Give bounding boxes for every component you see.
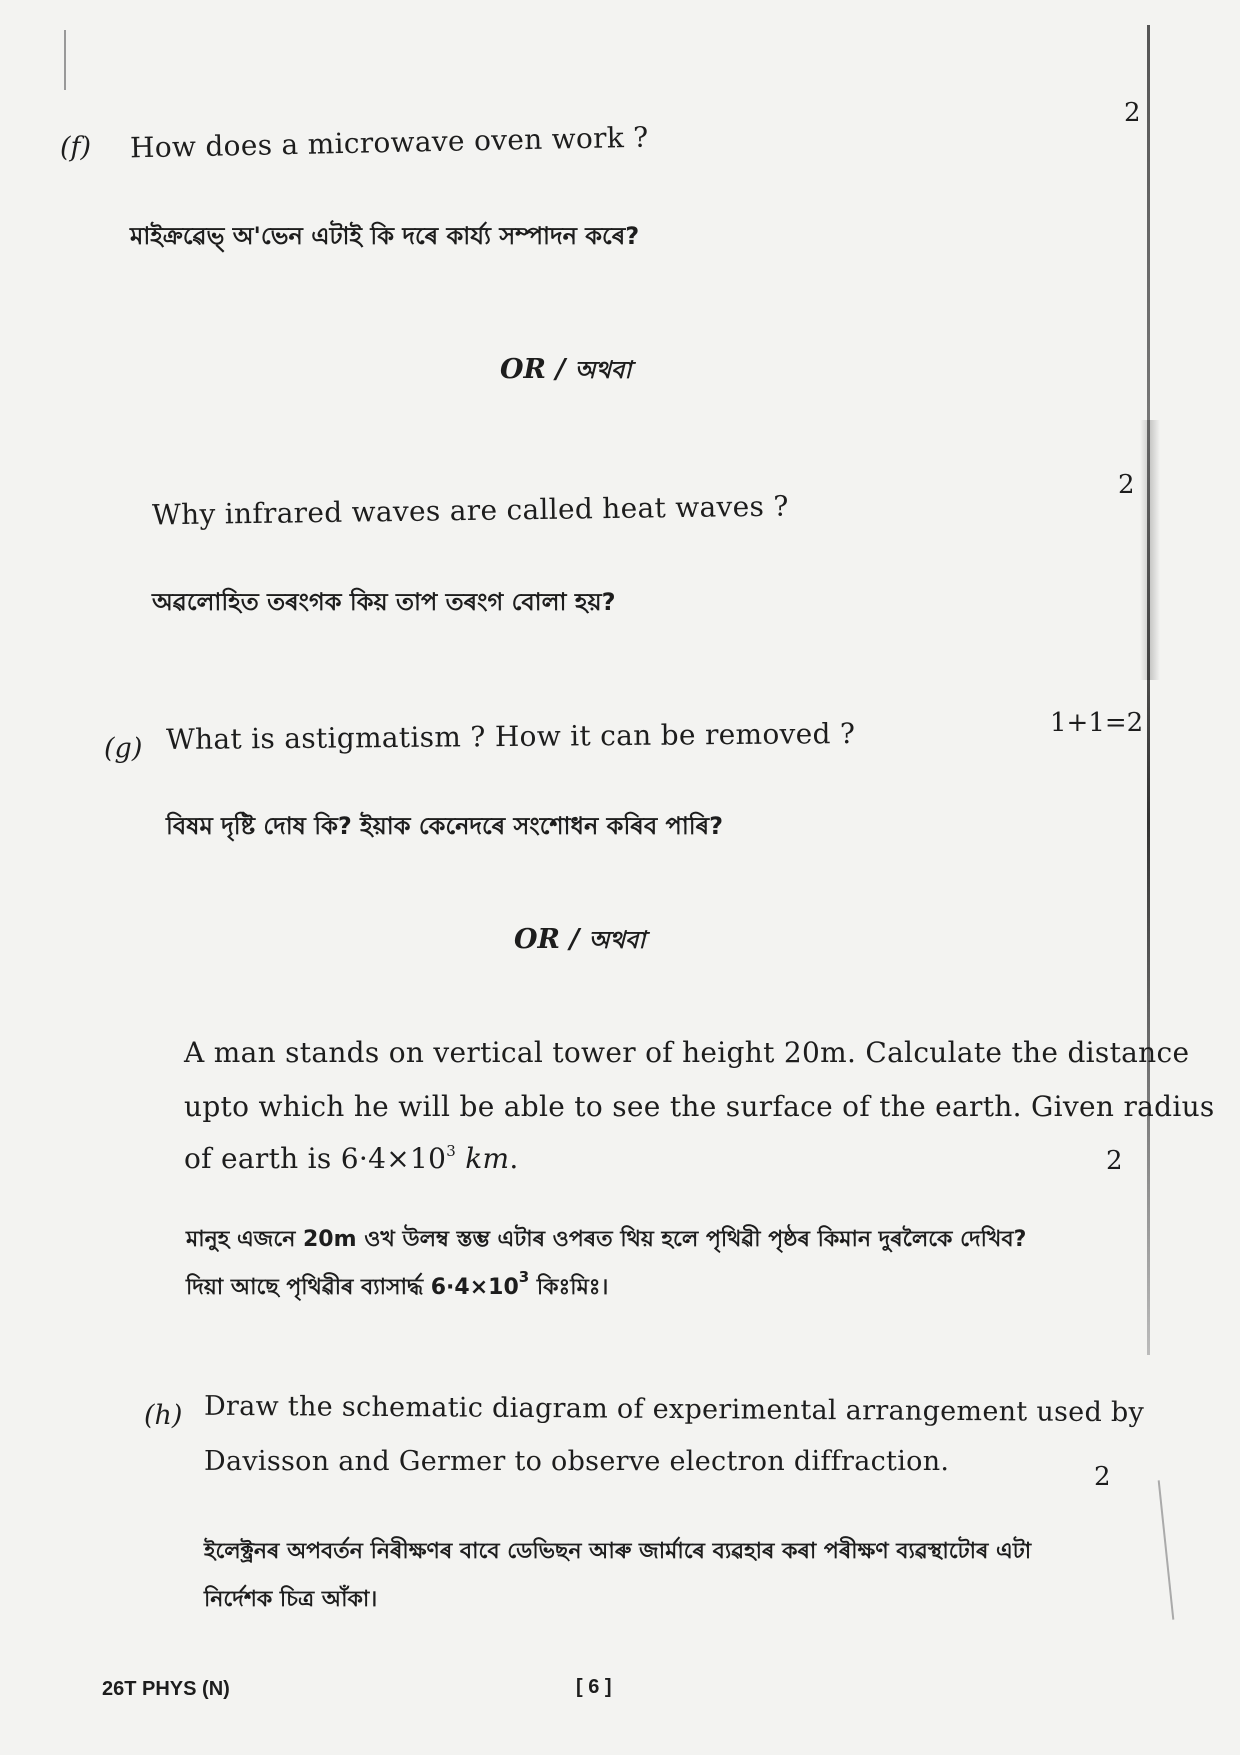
question-h-marks: 2: [1094, 1462, 1111, 1492]
question-f-alt-assamese: অৱলোহিত তৰংগক কিয় তাপ তৰংগ বোলা হয়?: [152, 588, 616, 616]
earth-radius-unit: km: [465, 1142, 510, 1175]
question-h-assamese-2: নিৰ্দেশক চিত্ৰ আঁকা।: [204, 1587, 378, 1612]
question-f-alt-marks: 2: [1118, 470, 1135, 500]
question-g-label: (g): [104, 733, 143, 764]
radius-assamese-unit: কিঃমিঃ।: [529, 1275, 609, 1300]
question-g-alt-marks: 2: [1106, 1146, 1123, 1176]
or-assamese: অথবা: [588, 926, 646, 954]
question-g-english: What is astigmatism ? How it can be removed ?: [165, 716, 856, 757]
or-separator: /: [555, 354, 566, 385]
or-assamese: অথবা: [574, 356, 632, 384]
page-number: [ 6 ]: [576, 1676, 612, 1698]
page-fold-shadow: [1140, 420, 1160, 680]
question-g-marks: 1+1=2: [1050, 708, 1144, 738]
question-h-english-2: Davisson and Germer to observe electron diffraction.: [204, 1446, 950, 1477]
or-english: OR: [500, 354, 546, 385]
earth-radius-period: .: [509, 1142, 519, 1175]
right-margin-line: [1147, 25, 1150, 1355]
or-divider-g: [514, 922, 645, 962]
question-h-label: (h): [144, 1400, 183, 1431]
question-g-alt-line-3: [184, 1142, 519, 1175]
or-divider-f: [500, 352, 631, 392]
question-g-assamese: বিষম দৃষ্টি দোষ কি? ইয়াক কেনেদৰে সংশোধন কৰিব পাৰি?: [166, 812, 724, 840]
paper-code: 26T PHYS (N): [102, 1678, 230, 1700]
question-g-alt-line-2: upto which he will be able to see the surface of the earth. Given radius: [184, 1090, 1215, 1123]
or-english: OR: [514, 924, 560, 955]
question-f-alt-english: Why infrared waves are called heat waves ?: [151, 489, 789, 532]
left-margin-line: [64, 30, 66, 90]
question-f-marks: 2: [1124, 98, 1141, 128]
question-g-alt-assamese-2: [186, 1270, 608, 1307]
question-g-alt-assamese-1: মানুহ এজনে 20m ওখ উলম্ব স্তম্ভ এটাৰ ওপৰত থিয় হলে পৃথিৱী পৃষ্ঠৰ কিমান দুৰলৈকে দেখিব?: [186, 1227, 1027, 1252]
question-f-label: (f): [60, 132, 92, 163]
question-f-assamese: মাইক্ৰৱেভ্ অ'ভেন এটাই কি দৰে কাৰ্য্য সম্পাদন কৰে?: [130, 222, 640, 250]
question-f-english: How does a microwave oven work ?: [129, 120, 649, 165]
page-edge-line: [1158, 1480, 1175, 1619]
question-g-alt-line-1: A man stands on vertical tower of height 20m. Calculate the distance: [184, 1036, 1190, 1069]
radius-assamese-exponent: 3: [518, 1268, 530, 1286]
or-separator: /: [569, 924, 580, 955]
earth-radius-text: of earth is 6·4×10: [184, 1142, 447, 1175]
earth-radius-exponent: 3: [446, 1142, 457, 1160]
radius-assamese-text: দিয়া আছে পৃথিৱীৰ ব্যাসাৰ্দ্ধ 6·4×10: [186, 1275, 519, 1300]
question-h-assamese-1: ইলেক্ট্ৰনৰ অপবৰ্তন নিৰীক্ষণৰ বাবে ডেভিছন আৰু জাৰ্মাৰে ব্যৱহাৰ কৰা পৰীক্ষণ ব্যৱস্থাটোৰ এটা: [204, 1539, 1032, 1564]
question-h-english-1: Draw the schematic diagram of experimental arrangement used by: [203, 1390, 1145, 1429]
